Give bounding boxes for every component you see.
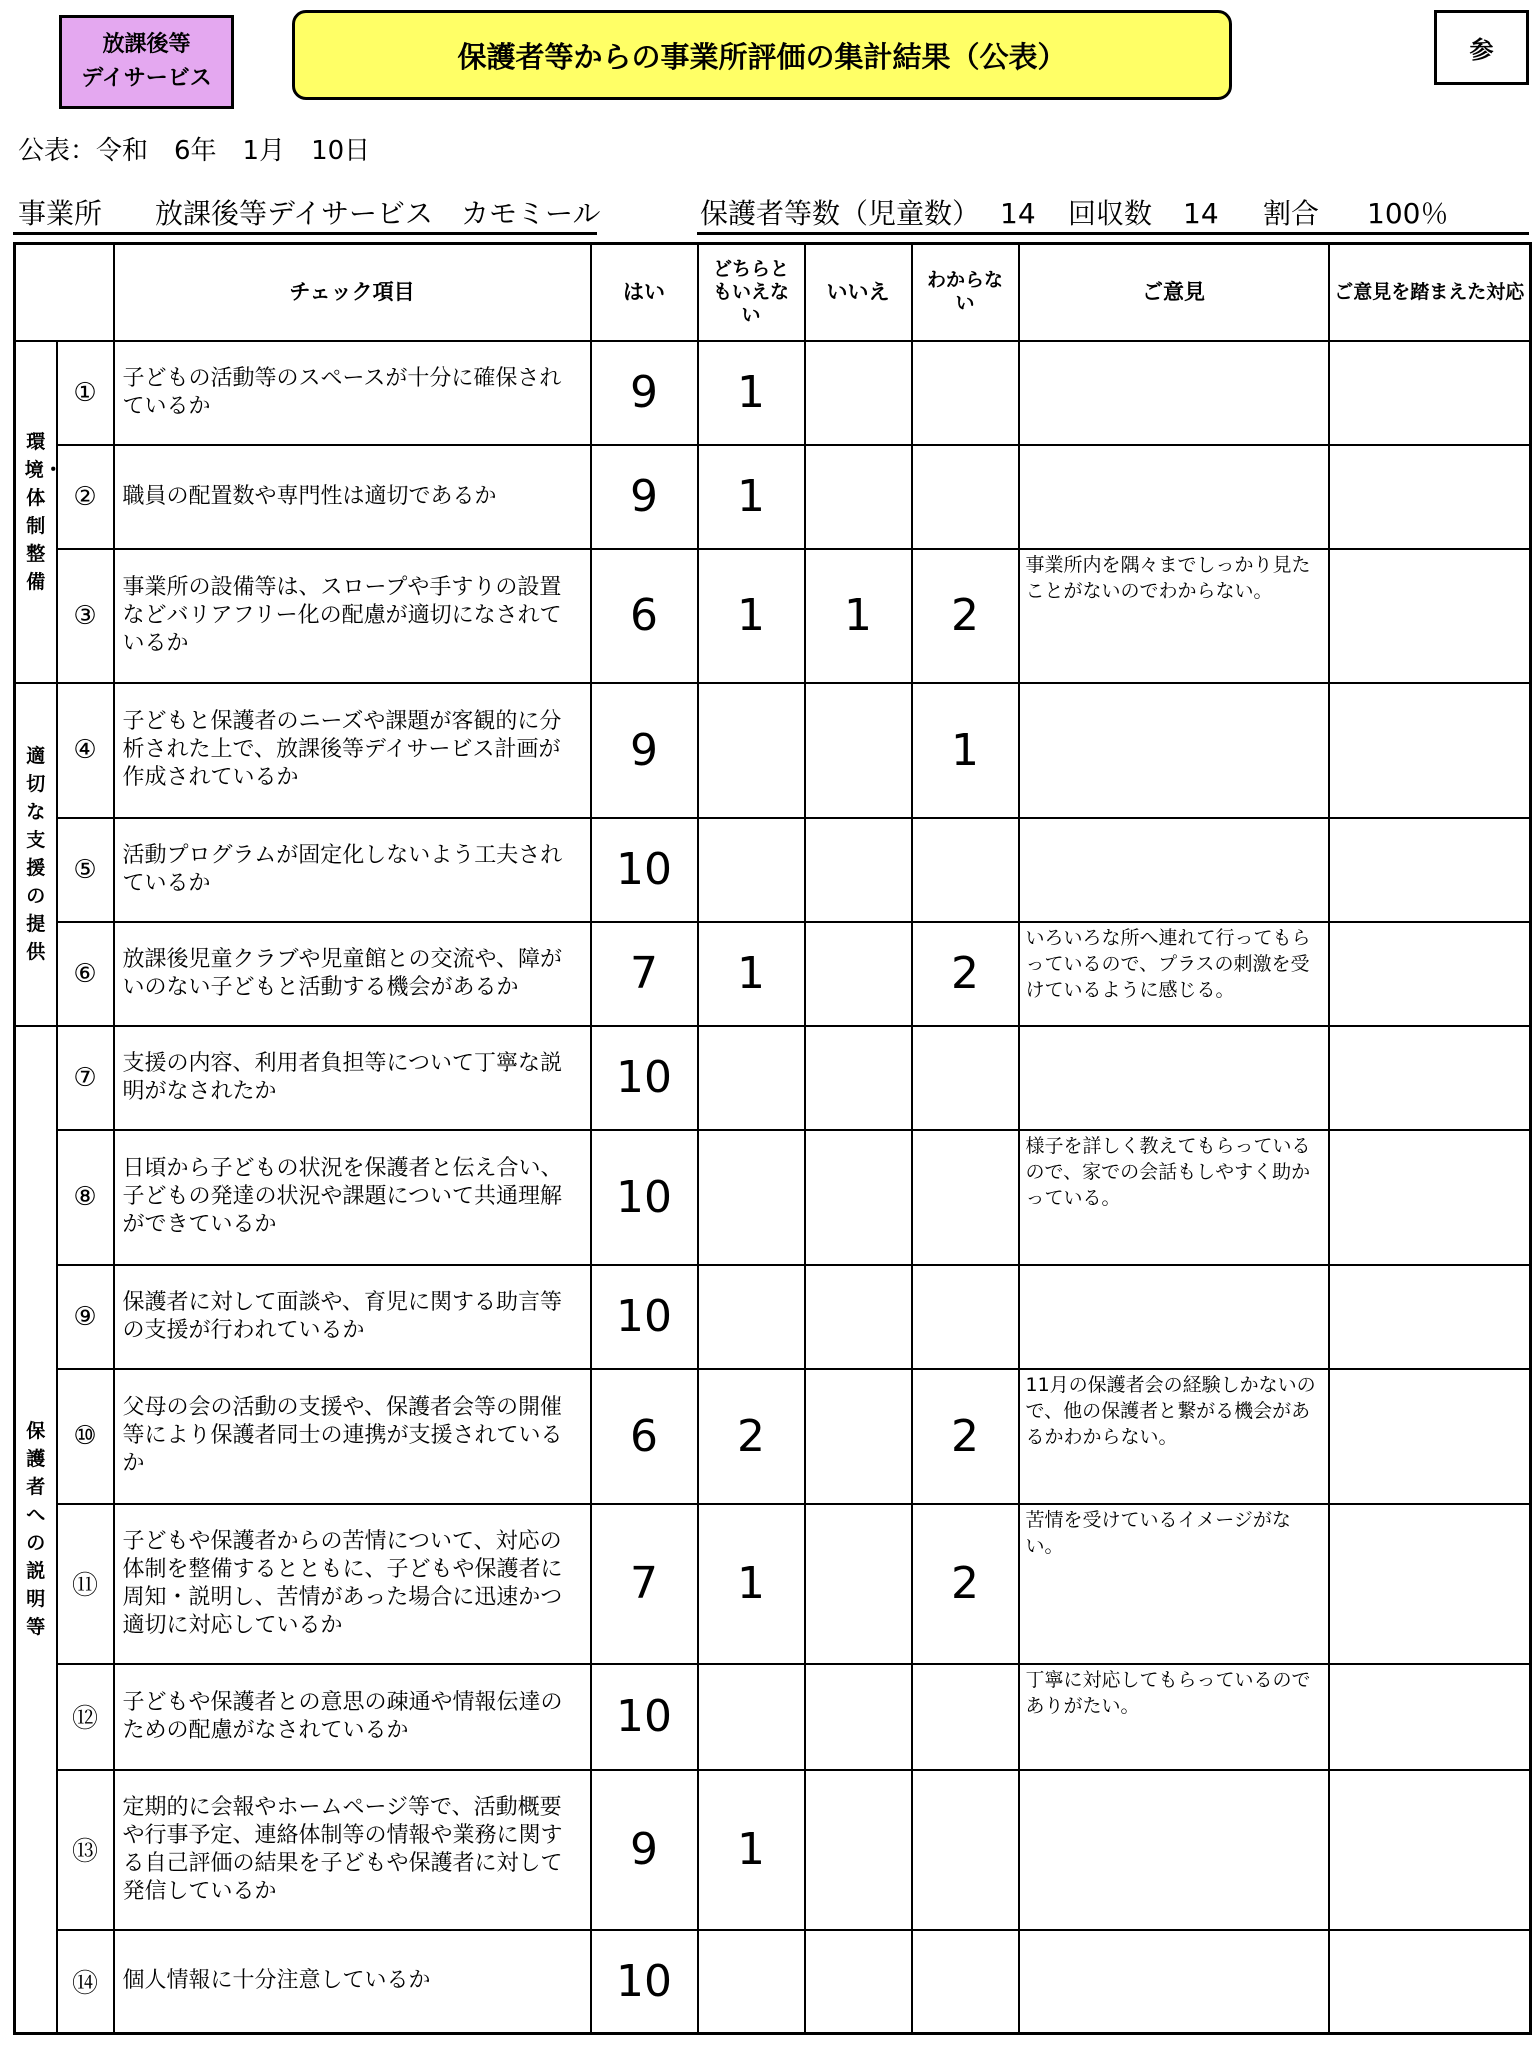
no-count [805,922,912,1026]
row-number: ⑬ [57,1770,114,1930]
table-row [15,549,1531,683]
category-environment [15,341,63,683]
check-item: 放課後児童クラブや児童館との交流や、障がいのない子どもと活動する機会があるか [114,922,591,1026]
unknown-count [912,1026,1019,1130]
col-header-no: いいえ [805,244,912,341]
ratio-label: 割合 [1263,197,1320,230]
no-count [805,1664,912,1770]
unknown-count: 2 [912,922,1019,1026]
evaluation-table [13,242,1532,2035]
yes-count: 7 [591,1504,698,1664]
check-item: 父母の会の活動の支援や、保護者会等の開催等により保護者同士の連携が支援されているか [114,1369,591,1504]
yes-count: 10 [591,1664,698,1770]
collected-label: 回収数 [1068,197,1153,230]
check-item: 個人情報に十分注意しているか [114,1930,591,2034]
response-cell [1329,1369,1531,1504]
no-count [805,683,912,818]
publication-date: 公表：令和 6年 1月 10日 [18,136,371,166]
check-item: 保護者に対して面談や、育児に関する助言等の支援が行われているか [114,1265,591,1369]
response-cell [1329,549,1531,683]
check-item: 子どもや保護者からの苦情について、対応の体制を整備するとともに、子どもや保護者に周知・説明し、苦情があった場合に迅速かつ適切に対応しているか [114,1504,591,1664]
response-cell [1329,1770,1531,1930]
response-cell [1329,683,1531,818]
yes-count: 9 [591,445,698,549]
unknown-count [912,1265,1019,1369]
table-row [15,1369,1531,1504]
opinion-cell [1019,1026,1329,1130]
col-header-neither-text: どちらともいえない [712,257,789,326]
neither-count: 2 [698,1369,805,1504]
category-environment-label: 環境・体制整備 [24,430,63,593]
table-row [15,922,1531,1026]
no-count [805,341,912,445]
row-number: ③ [57,549,114,683]
page-title: 保護者等からの事業所評価の集計結果（公表） [292,10,1232,100]
reference-mark: 参 [1434,10,1529,85]
neither-count [698,818,805,922]
unknown-count: 2 [912,549,1019,683]
opinion-cell [1019,1770,1329,1930]
row-number: ① [57,341,114,445]
response-cell [1329,922,1531,1026]
neither-count [698,1026,805,1130]
row-number: ⑥ [57,922,114,1026]
unknown-count [912,445,1019,549]
check-item: 子どもと保護者のニーズや課題が客観的に分析された上で、放課後等デイサービス計画が作成されているか [114,683,591,818]
response-cell [1329,1026,1531,1130]
opinion-cell: いろいろな所へ連れて行ってもらっているので、プラスの刺激を受けているように感じる。 [1019,922,1329,1026]
unknown-count [912,1664,1019,1770]
table-row [15,341,1531,445]
neither-count: 1 [698,1504,805,1664]
opinion-cell [1019,1930,1329,2034]
table-row [15,1265,1531,1369]
table-row [15,818,1531,922]
neither-count [698,1130,805,1265]
yes-count: 9 [591,341,698,445]
facility-name: 放課後等デイサービス カモミール [155,197,601,230]
opinion-cell [1019,1265,1329,1369]
category-explanation [15,1026,57,2034]
neither-count: 1 [698,922,805,1026]
guardians-count: 14 [1000,197,1036,230]
yes-count: 6 [591,549,698,683]
response-cell [1329,818,1531,922]
check-item: 定期的に会報やホームページ等で、活動概要や行事予定、連絡体制等の情報や業務に関する自己評価の結果を子どもや保護者に対して発信しているか [114,1770,591,1930]
yes-count: 6 [591,1369,698,1504]
check-item: 事業所の設備等は、スロープや手すりの設置などバリアフリー化の配慮が適切になされているか [114,549,591,683]
no-count [805,1770,912,1930]
no-count [805,1265,912,1369]
table-row [15,683,1531,818]
unknown-count [912,341,1019,445]
no-count [805,1369,912,1504]
unknown-count: 2 [912,1504,1019,1664]
no-count [805,445,912,549]
unknown-count [912,1770,1019,1930]
check-item: 活動プログラムが固定化しないよう工夫されているか [114,818,591,922]
collected-count: 14 [1183,197,1219,230]
col-header-opinion: ご意見 [1019,244,1329,341]
row-number: ④ [57,683,114,818]
ratio-value: 100％ [1367,197,1449,230]
opinion-cell [1019,818,1329,922]
col-header-unknown [912,244,1019,341]
opinion-cell: 丁寧に対応してもらっているのでありがたい。 [1019,1664,1329,1770]
response-cell [1329,341,1531,445]
no-count [805,1026,912,1130]
category-explanation-label: 保護者への説明等 [26,1420,46,1639]
header-row [15,244,1531,341]
neither-count: 1 [698,549,805,683]
category-support-label: 適切な支援の提供 [26,745,46,963]
stats-underline [697,232,1529,235]
opinion-cell [1019,445,1329,549]
row-number: ② [57,445,114,549]
no-count: 1 [805,549,912,683]
no-count [805,1930,912,2034]
table-row [15,1130,1531,1265]
response-cell [1329,1664,1531,1770]
response-cell [1329,1130,1531,1265]
opinion-cell: 苦情を受けているイメージがない。 [1019,1504,1329,1664]
facility-label: 事業所 [18,197,103,230]
table-row [15,1504,1531,1664]
category-support [15,683,57,1026]
yes-count: 10 [591,818,698,922]
opinion-cell: 様子を詳しく教えてもらっているので、家での会話もしやすく助かっている。 [1019,1130,1329,1265]
yes-count: 9 [591,683,698,818]
unknown-count [912,1930,1019,2034]
table-row [15,1930,1531,2034]
neither-count: 1 [698,445,805,549]
response-cell [1329,445,1531,549]
service-type-badge [59,15,234,109]
row-number: ⑫ [57,1664,114,1770]
row-number: ⑩ [57,1369,114,1504]
no-count [805,818,912,922]
neither-count [698,1664,805,1770]
response-cell [1329,1930,1531,2034]
yes-count: 10 [591,1265,698,1369]
opinion-cell: 11月の保護者会の経験しかないので、他の保護者と繋がる機会があるかわからない。 [1019,1369,1329,1504]
row-number: ⑤ [57,818,114,922]
check-item: 子どもの活動等のスペースが十分に確保されているか [114,341,591,445]
row-number: ⑪ [57,1504,114,1664]
table-row [15,1664,1531,1770]
row-number: ⑭ [57,1930,114,2034]
response-cell [1329,1265,1531,1369]
badge-line-1: 放課後等 [102,32,191,57]
col-header-neither [698,244,805,341]
opinion-cell [1019,341,1329,445]
neither-count [698,1930,805,2034]
row-number: ⑦ [57,1026,114,1130]
unknown-count [912,1130,1019,1265]
yes-count: 7 [591,922,698,1026]
yes-count: 10 [591,1026,698,1130]
response-cell [1329,1504,1531,1664]
check-item: 子どもや保護者との意思の疎通や情報伝達のための配慮がなされているか [114,1664,591,1770]
table-row [15,445,1531,549]
table-row [15,1770,1531,1930]
yes-count: 10 [591,1130,698,1265]
no-count [805,1130,912,1265]
col-header-unknown-text: わからない [926,269,1003,315]
neither-count: 1 [698,1770,805,1930]
col-header-item: チェック項目 [114,244,591,341]
unknown-count: 1 [912,683,1019,818]
neither-count [698,683,805,818]
neither-count: 1 [698,341,805,445]
row-number: ⑨ [57,1265,114,1369]
table-row [15,1026,1531,1130]
unknown-count [912,818,1019,922]
opinion-cell: 事業所内を隅々までしっかり見たことがないのでわからない。 [1019,549,1329,683]
col-header-yes: はい [591,244,698,341]
unknown-count: 2 [912,1369,1019,1504]
check-item: 支援の内容、利用者負担等について丁寧な説明がなされたか [114,1026,591,1130]
yes-count: 10 [591,1930,698,2034]
check-item: 職員の配置数や専門性は適切であるか [114,445,591,549]
facility-underline [13,232,597,235]
badge-line-2: デイサービス [81,66,212,91]
check-item: 日頃から子どもの状況を保護者と伝え合い、子どもの発達の状況や課題について共通理解ができているか [114,1130,591,1265]
neither-count [698,1265,805,1369]
row-number: ⑧ [57,1130,114,1265]
opinion-cell [1019,683,1329,818]
yes-count: 9 [591,1770,698,1930]
col-header-response: ご意見を踏まえた対応 [1329,244,1531,341]
header-blank [15,244,114,341]
no-count [805,1504,912,1664]
guardians-label: 保護者等数（児童数） [700,197,981,230]
